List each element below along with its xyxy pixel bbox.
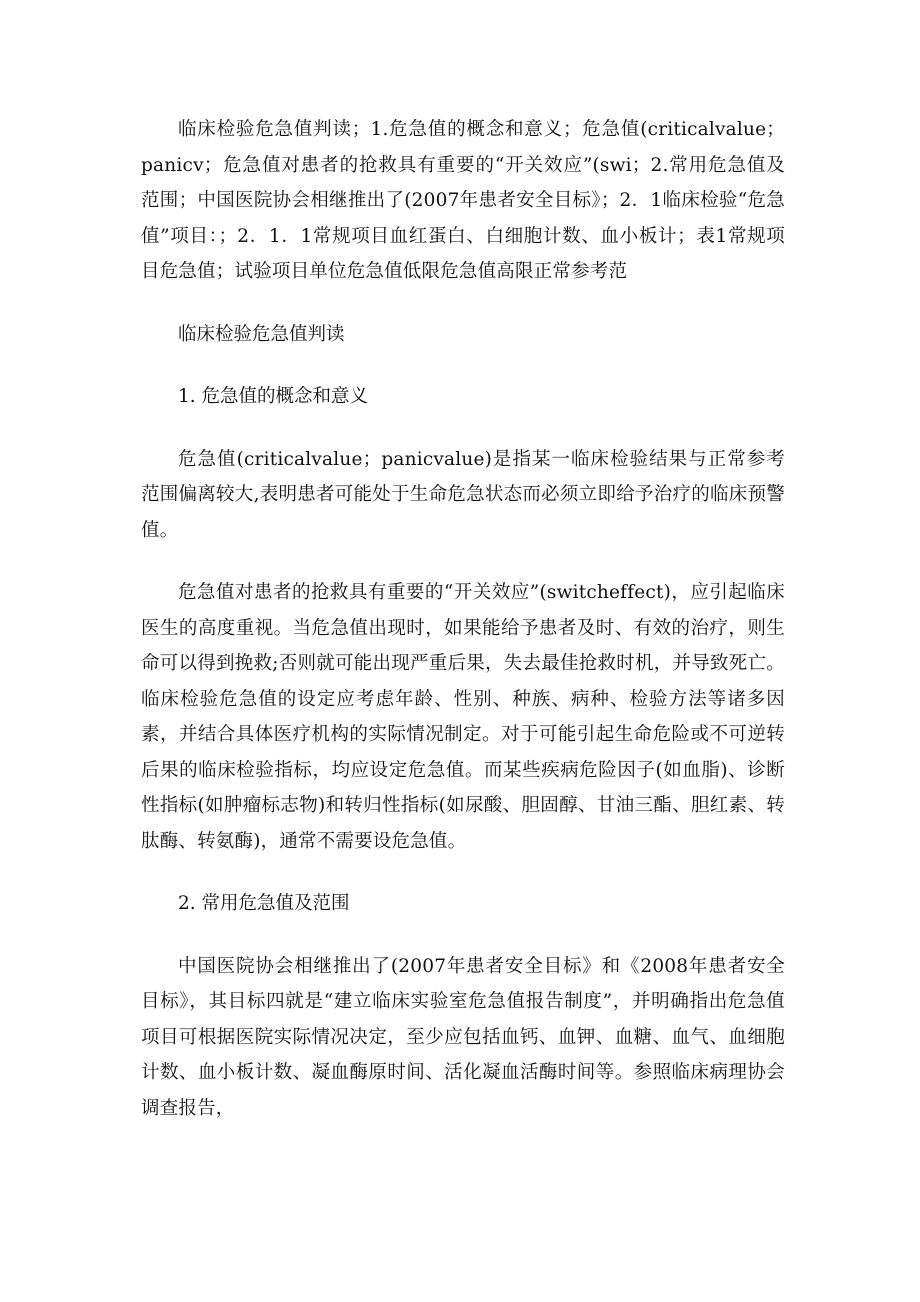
document-page	[141, 112, 785, 1126]
document-title: 临床检验危急值判读	[178, 323, 345, 345]
spacer	[141, 290, 785, 317]
spacer	[141, 352, 785, 379]
section-1-paragraph-1: 危急值(criticalvalue；panicvalue)是指某一临床检验结果与正常参考范围偏离较大,表明患者可能处于生命危急状态而必须立即给予治疗的临床预警值。	[141, 448, 785, 541]
spacer	[141, 859, 785, 886]
section-1-paragraph-2: 危急值对患者的抢救具有重要的“开关效应”(switcheffect)，应引起临床医生的高度重视。当危急值出现时，如果能给予患者及时、有效的治疗，则生命可以得到挽救;否则就可能出现严重后果，失去最佳抢救时机，并导致死亡。临床检验危急值的设定应考虑年龄、性别、种族、病种、检验方法等诸多因素，并结合具体医疗机构的实际情况制定。对于可能引起生命危险或不可逆转后果的临床检验指标，均应设定危急值。而某些疾病危险因子(如血脂)、诊断性指标(如肿瘤标志物)和转归性指标(如尿酸、胆固醇、甘油三酯、胆红素、转肽酶、转氨酶)，通常不需要设危急值。	[141, 582, 785, 852]
spacer	[141, 548, 785, 575]
spacer	[141, 415, 785, 442]
section-1-heading: 1. 危急值的概念和意义	[178, 386, 369, 407]
section-2-paragraph-1: 中国医院协会相继推出了(2007年患者安全目标》和《2008年患者安全目标》，其目标四就是“建立临床实验室危急值报告制度”，并明确指出危急值项目可根据医院实际情况决定，至少应包括血钙、血钾、血糖、血气、血细胞计数、血小板计数、凝血酶原时间、活化凝血活酶时间等。参照临床病理协会调查报告，	[141, 955, 785, 1119]
summary-paragraph: 临床检验危急值判读；1.危急值的概念和意义；危急值(criticalvalue；panicv；危急值对患者的抢救具有重要的“开关效应”(swi；2.常用危急值及范围；中国医院协会相继推出了(2007年患者安全目标》；2．1临床检验“危急值”项目：；2．1．1常规项目血红蛋白、白细胞计数、血小板计；表1常规项目危急值；试验项目单位危急值低限危急值高限正常参考范	[141, 119, 785, 282]
section-2-heading: 2. 常用危急值及范围	[178, 893, 350, 914]
spacer	[141, 922, 785, 949]
